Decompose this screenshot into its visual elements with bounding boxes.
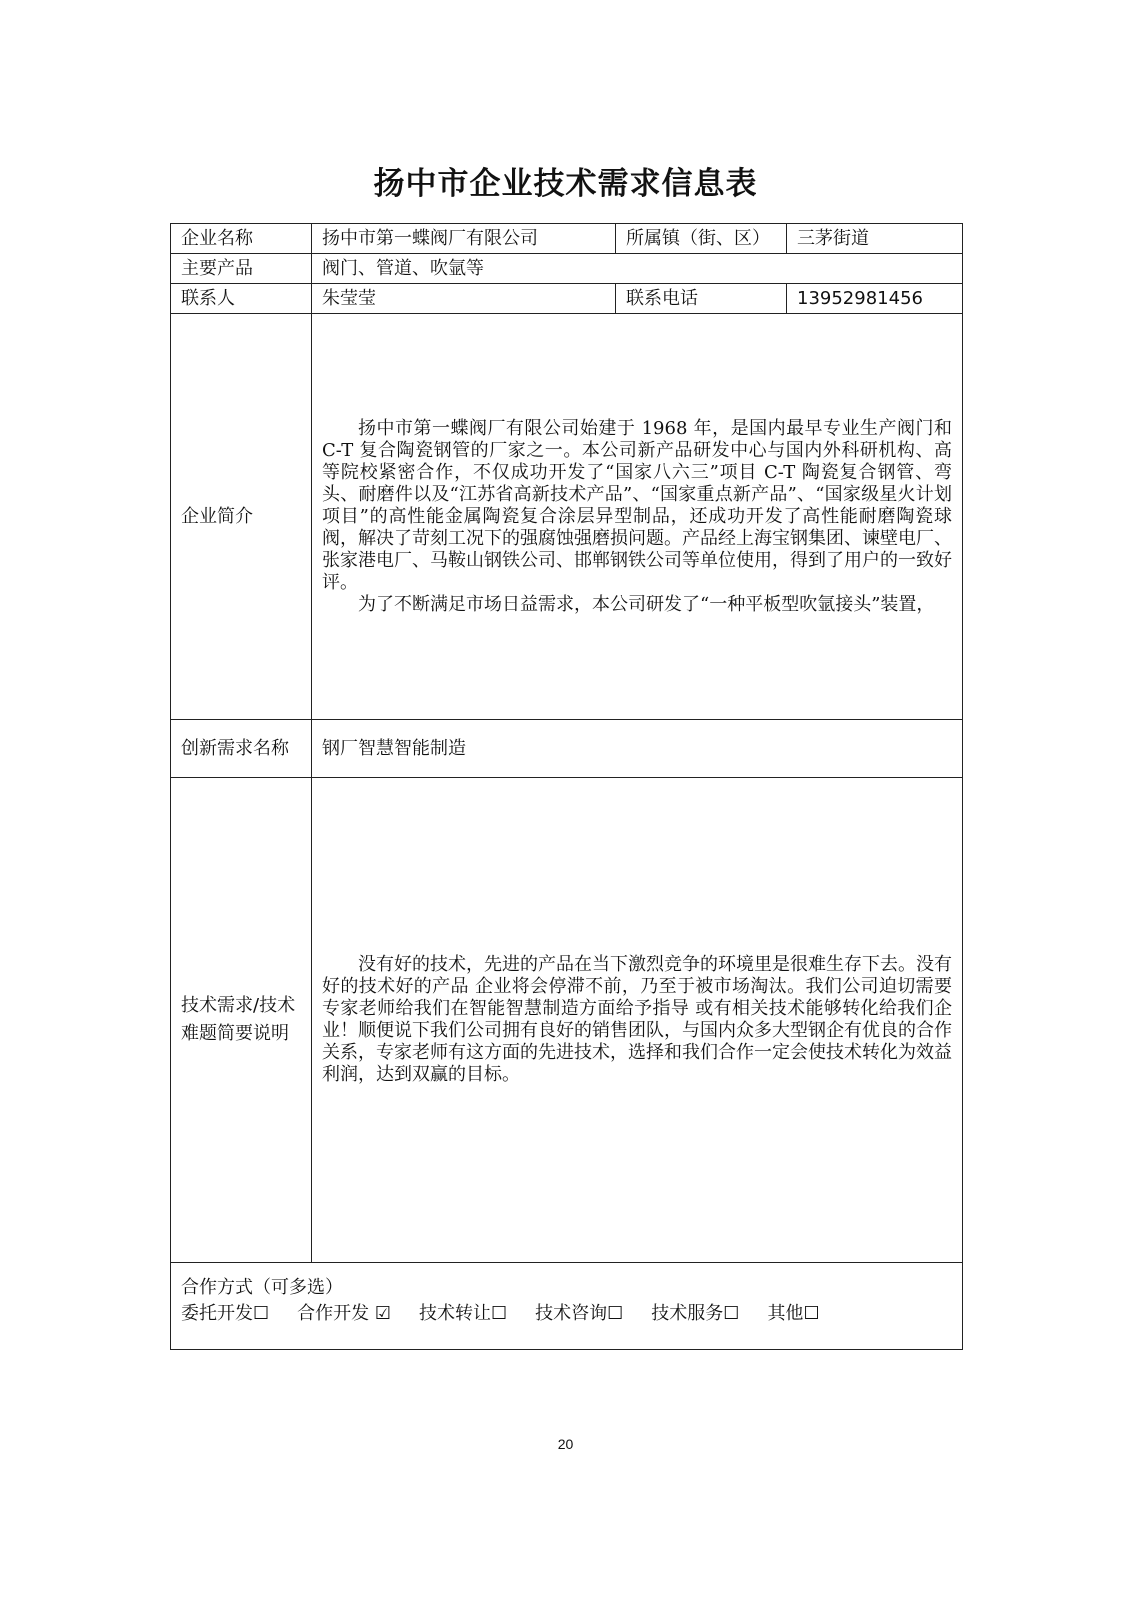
demand-row xyxy=(171,720,963,778)
checkbox-icon[interactable]: ☐ xyxy=(803,1303,820,1324)
option-label: 合作开发 xyxy=(297,1303,375,1324)
cooperation-option[interactable] xyxy=(181,1303,269,1325)
company-name-value: 扬中市第一蝶阀厂有限公司 xyxy=(312,224,616,254)
option-label: 技术服务 xyxy=(651,1303,724,1324)
intro-paragraph: 扬中市第一蝶阀厂有限公司始建于 1968 年，是国内最早专业生产阀门和 C-T 复合陶瓷钢管的厂家之一。本公司新产品研发中心与国内外科研机构、高等院校紧密合作，不仅成功开发了“国家八六三”项目 C-T 陶瓷复合钢管、弯头、耐磨件以及“江苏省高新技术产品”、“国家重点新产品”、“国家级星火计划项目”的高性能金属陶瓷复合涂层异型制品，还成功开发了高性能耐磨陶瓷球阀，解决了苛刻工况下的强腐蚀强磨损问题。产品经上海宝钢集团、谏壁电厂、张家港电厂、马鞍山钢铁公司、邯郸钢铁公司等单位使用，得到了用户的一致好评。 xyxy=(322,417,952,593)
town-label: 所属镇（街、区） xyxy=(616,224,787,254)
company-name-label: 企业名称 xyxy=(171,224,312,254)
info-table xyxy=(170,223,963,1350)
option-label: 其他 xyxy=(767,1303,804,1324)
intro-row xyxy=(171,314,963,720)
checkbox-icon[interactable]: ☐ xyxy=(491,1303,508,1324)
option-label: 技术转让 xyxy=(419,1303,492,1324)
town-value: 三茅街道 xyxy=(787,224,963,254)
products-label: 主要产品 xyxy=(171,254,312,284)
checkbox-icon[interactable]: ☐ xyxy=(607,1303,624,1324)
cooperation-row xyxy=(171,1263,963,1350)
cooperation-option[interactable] xyxy=(297,1303,391,1325)
option-label: 技术咨询 xyxy=(535,1303,608,1324)
cooperation-label: 合作方式（可多选） xyxy=(181,1277,343,1298)
checkbox-icon[interactable]: ☐ xyxy=(253,1303,270,1324)
intro-label: 企业简介 xyxy=(171,314,312,720)
intro-paragraph: 为了不断满足市场日益需求，本公司研发了“一种平板型吹氩接头”装置， xyxy=(358,593,935,615)
company-name-row xyxy=(171,224,963,254)
cooperation-option[interactable] xyxy=(419,1303,507,1325)
demand-value: 钢厂智慧智能制造 xyxy=(312,720,963,778)
page-number: 20 xyxy=(557,1436,574,1452)
products-row xyxy=(171,254,963,284)
intro-content xyxy=(312,314,963,720)
cooperation-option[interactable] xyxy=(535,1303,623,1325)
cooperation-option[interactable] xyxy=(767,1303,819,1325)
option-label: 委托开发 xyxy=(181,1303,253,1324)
description-label: 技术需求/技术难题简要说明 xyxy=(171,778,312,1263)
contact-label: 联系人 xyxy=(171,284,312,314)
contact-value: 朱莹莹 xyxy=(312,284,616,314)
cooperation-option[interactable] xyxy=(651,1303,739,1325)
products-value: 阀门、管道、吹氩等 xyxy=(312,254,963,284)
checkbox-checked-icon[interactable]: ☑ xyxy=(374,1303,392,1324)
phone-label: 联系电话 xyxy=(616,284,787,314)
description-content xyxy=(312,778,963,1263)
description-row xyxy=(171,778,963,1263)
phone-value: 13952981456 xyxy=(787,284,963,314)
cooperation-cell xyxy=(171,1263,963,1350)
contact-row xyxy=(171,284,963,314)
description-paragraph: 没有好的技术，先进的产品在当下激烈竞争的环境里是很难生存下去。没有好的技术好的产品 企业将会停滞不前，乃至于被市场淘汰。我们公司迫切需要专家老师给我们在智能智慧制造方面给予指导 或有相关技术能够转化给我们企业！顺便说下我们公司拥有良好的销售团队，与国内众多大型钢企有优良的合作关系，专家老师有这方面的先进技术，选择和我们合作一定会使技术转化为效益利润，达到双赢的目标。 xyxy=(322,954,952,1085)
cooperation-options xyxy=(181,1303,952,1325)
demand-label: 创新需求名称 xyxy=(171,720,312,778)
checkbox-icon[interactable]: ☐ xyxy=(723,1303,740,1324)
page-title: 扬中市企业技术需求信息表 xyxy=(373,166,758,202)
